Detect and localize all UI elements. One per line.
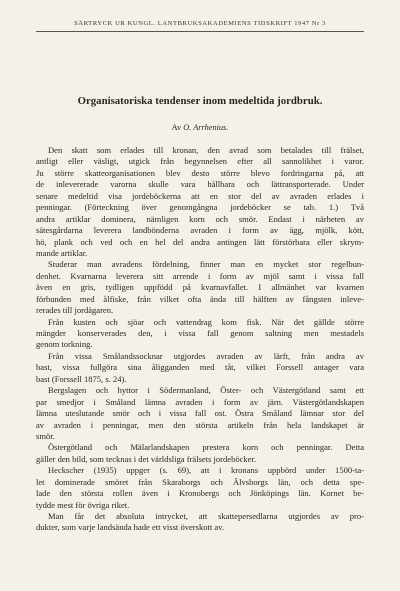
author-prefix: Av xyxy=(171,123,182,132)
body-line: Från vissa Smålandssocknar utgjordes avraden av lärft, från andra av xyxy=(48,350,364,361)
header-rule xyxy=(36,31,364,32)
body-line: hö, plank och ved och en hel del andra antingen lätt förstörbara eller skrym- xyxy=(36,236,364,247)
body-line: genom torkning. xyxy=(36,339,93,350)
body-line: Östergötland och Mälarlandskapen prestera korn och penningar. Detta xyxy=(48,442,364,453)
body-line: lade den största rollen även i Kronobergs och Jönköpings län. Kornet be- xyxy=(36,488,364,499)
body-line: penningar. (Förteckning över genomgångna jordeböcker se tab. 1.) Två xyxy=(36,202,364,213)
body-line: let dominerade smöret från Skaraborgs och Älvsborgs län, och detta spe- xyxy=(36,476,364,487)
author-line xyxy=(36,123,364,132)
body-line: förbunden med ålfiske, från vilket ofta ända till hälften av fångsten inleve- xyxy=(36,293,364,304)
body-line: av avraden i penningar, men den största artikeln från hela landskapet är xyxy=(36,419,364,430)
body-line: mängder konserverades den, i vissa fall genom saltning men mestadels xyxy=(36,328,364,338)
body-line: lämna uteslutande smör och i vissa fall ost. Östra Småland lämnar stor del xyxy=(36,408,364,419)
body-line: mande artiklar. xyxy=(36,247,88,258)
body-line: antligt eller väsligt, utgick från begynnelsen efter all sannolikhet i varor. xyxy=(36,156,364,167)
body-line: Heckscher (1935) uppger (s. 69), att i kronans uppbörd under 1500-ta- xyxy=(48,465,364,476)
body-line: andra artiklar dominera, nämligen korn och smör. Endast i närheten av xyxy=(36,213,364,224)
body-line: par smedjor i Småland lämna avraden i form av järn. Västergötlandskapen xyxy=(36,396,364,407)
body-line: Bergslagen och hyttor i Södermanland, Öster- och Västergötland samt ett xyxy=(48,385,364,396)
author-name: O. Arrhenius. xyxy=(183,123,229,132)
body-line: Studerar man avradens fördelning, finner man en mycket stor regelbun- xyxy=(48,259,364,270)
body-line: Från kusten och sjöar och vattendrag kom fisk. När det gällde större xyxy=(48,316,364,327)
body-line: bast (Forssell 1875, s. 24). xyxy=(36,373,127,384)
body-line: Ju större skatteorganisationen blev desto större blevo fordringarna på, att xyxy=(36,167,364,178)
body-line: tydde mest för övriga riket. xyxy=(36,499,130,510)
body-line: rerades till jordägaren. xyxy=(36,305,114,316)
body-line: även en gris, tydligen uppfödd på kvarnavfallet. I allmänhet var kvarnen xyxy=(36,282,364,293)
body-line: Man får det absoluta intrycket, att skattepersedlarna utgjordes av pro- xyxy=(48,511,364,521)
body-line: smör. xyxy=(36,430,55,441)
running-head: SÄRTRYCK UR KUNGL. LANTBRUKSAKADEMIENS TIDSKRIFT 1947 Nr 3 xyxy=(74,20,326,27)
body-line: de inlevererade varorna skulle vara hållbara och lättransporterade. Under xyxy=(36,179,364,190)
body-line: denhet. Kvarnarna leverera sitt arrende i form av mjöl samt i vissa fall xyxy=(36,270,364,281)
article-body xyxy=(36,145,364,534)
body-line: Den skatt som erlades till kronan, den avrad som betalades till frälset, xyxy=(48,145,364,155)
body-line: dukter, som varje landsända hade ett visst överskott av. xyxy=(36,522,225,533)
body-line: bast, vissa fullgöra sina åligganden med tåt, vilket Forssell antager vara xyxy=(36,362,364,373)
body-line: senare medeltid visa jordeböckerna att en stor del av avraden erlades i xyxy=(36,190,364,201)
article-title: Organisatoriska tendenser inom medeltida jordbruk. xyxy=(77,95,323,107)
body-line: sätesgårdarna leverera landbönderna avraden i form av ägg, mjölk, kött, xyxy=(36,225,364,236)
body-line: gäller den bild, som tecknas i det världsliga frälsets jordeböcker. xyxy=(36,453,257,464)
